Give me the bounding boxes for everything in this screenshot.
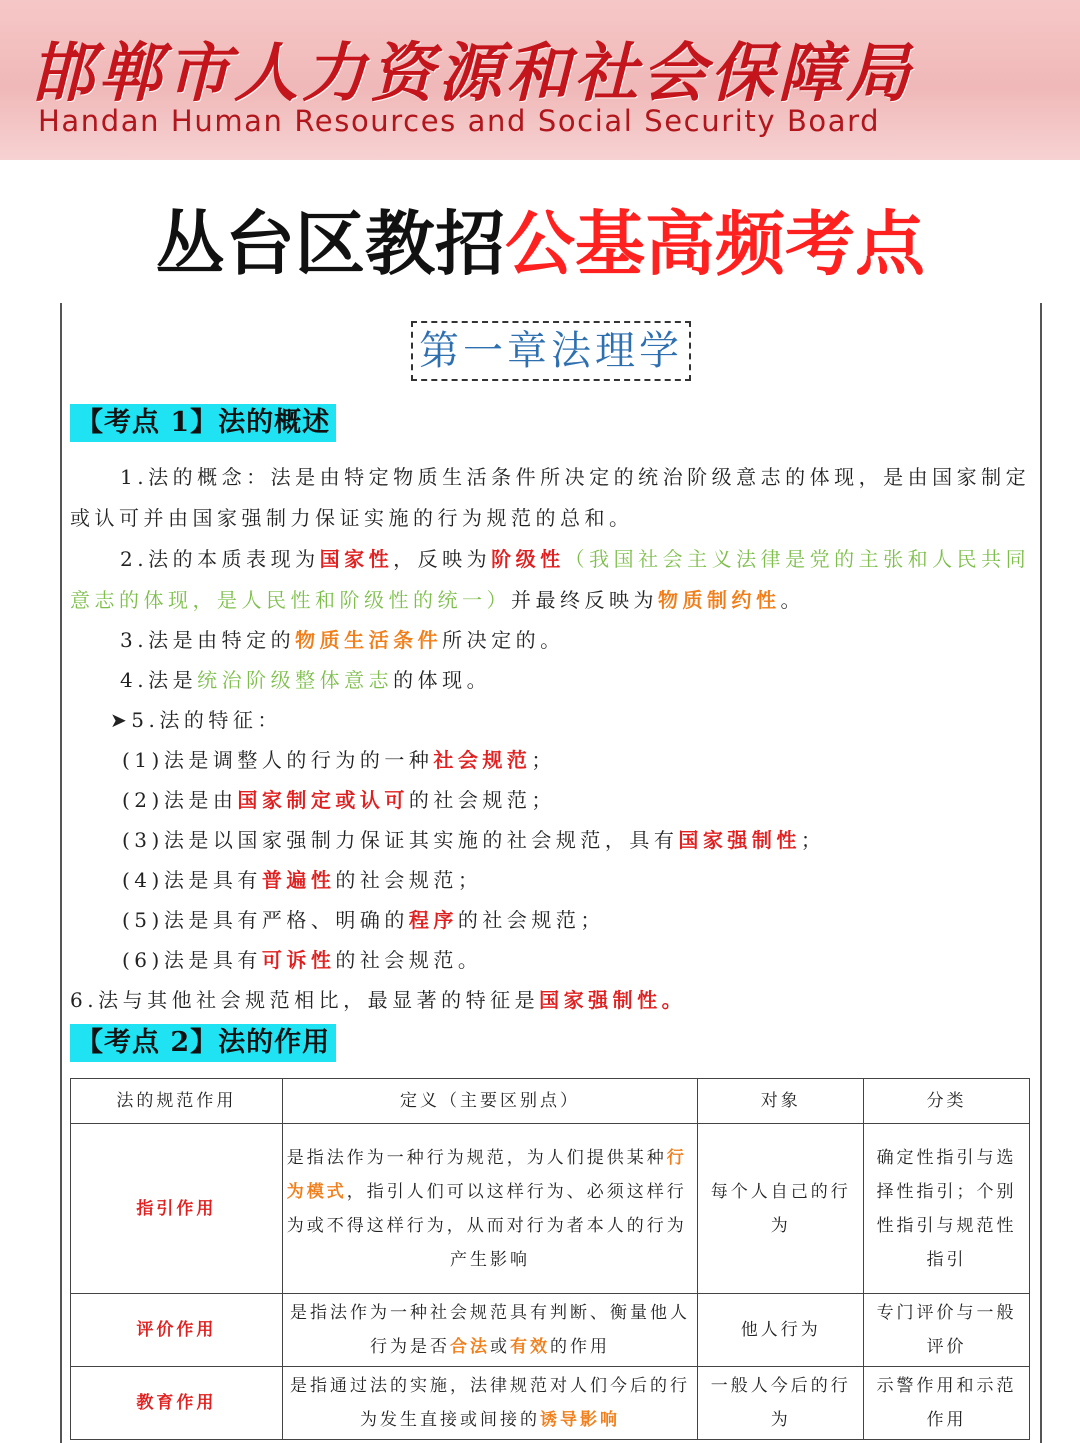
text: 是指法作为一种社会规范具有判断、衡量他人行为是否 (290, 1303, 691, 1357)
text: 2.法的本质表现为 (120, 547, 320, 571)
text: ，反映为 (393, 547, 492, 571)
highlight-red: 国家强制性。 (539, 988, 687, 1012)
highlight-red: 国家制定或认可 (237, 788, 409, 812)
chapter-title: 第一章法理学 (411, 321, 691, 381)
page-title (0, 188, 1080, 289)
text: 的体现。 (393, 668, 492, 692)
text: 的社会规范； (457, 908, 605, 932)
text: 的作用 (550, 1337, 611, 1357)
text: 的社会规范； (408, 788, 556, 812)
function-definition (282, 1294, 698, 1367)
text: (1)法是调整人的行为的一种 (122, 748, 434, 772)
document-page (60, 303, 1042, 1443)
highlight-red: 程序 (408, 908, 458, 932)
function-name: 教育作用 (71, 1367, 283, 1440)
table-header-cell: 定义（主要区别点） (282, 1079, 698, 1124)
function-object: 他人行为 (698, 1294, 864, 1367)
kp1-line-7: ➤5.法的特征： (110, 708, 282, 732)
kp1-line-3 (120, 543, 1030, 572)
feature-4 (122, 864, 482, 893)
highlight-orange: 有效 (510, 1337, 551, 1357)
text: (3)法是以国家强制力保证其实施的社会规范，具有 (122, 828, 679, 852)
function-definition (282, 1124, 698, 1294)
table-header-cell: 法的规范作用 (71, 1079, 283, 1124)
highlight-orange: 物质制约性 (658, 588, 781, 612)
highlight-green: （我国社会主义法律是党的主张和人民共同 (564, 547, 1031, 571)
text: (2)法是由 (122, 788, 238, 812)
text: (5)法是具有严格、明确的 (122, 908, 409, 932)
feature-1 (122, 744, 556, 773)
function-category: 示警作用和示范作用 (864, 1367, 1030, 1440)
kp1-line-6 (120, 664, 491, 693)
text: 。 (780, 588, 805, 612)
text: ，指引人们可以这样行为、必须这样行为或不得这样行为，从而对行为者本人的行为 (286, 1181, 687, 1236)
highlight-red: 阶级性 (491, 547, 565, 571)
function-name: 指引作用 (71, 1124, 283, 1294)
title-part-1: 丛台区教招 (155, 203, 505, 285)
function-object: 每个人自己的行为 (698, 1124, 864, 1294)
text: 6.法与其他社会规范相比，最显著的特征是 (70, 988, 540, 1012)
highlight-green: 意志的体现，是人民性和阶级性的统一） (70, 588, 511, 612)
highlight-red: 可诉性 (261, 948, 336, 972)
kp1-line-2: 或认可并由国家强制力保证实施的行为规范的总和。 (70, 506, 634, 530)
org-name-en: Handan Human Resources and Social Security Board (38, 104, 881, 138)
highlight-orange: 诱导影响 (540, 1410, 621, 1430)
org-name-cn: 邯郸市人力资源和社会保障局 (30, 36, 914, 111)
kp1-line-4 (70, 584, 805, 613)
law-functions-table (70, 1078, 1030, 1440)
kp1-line-5 (120, 624, 565, 653)
text: 并最终反映为 (511, 588, 658, 612)
highlight-green: 统治阶级整体意志 (197, 668, 394, 692)
table-row (71, 1294, 1030, 1367)
text: ； (800, 828, 826, 852)
kp1-heading: 【考点 1】法的概述 (70, 404, 336, 442)
table-header-cell: 分类 (864, 1079, 1030, 1124)
text: 4.法是 (120, 668, 198, 692)
table-row (71, 1367, 1030, 1440)
function-category: 确定性指引与选择性指引；个别性指引与规范性指引 (864, 1124, 1030, 1294)
function-definition (282, 1367, 698, 1440)
text: 是指法作为一种行为规范，为人们提供某种 (286, 1147, 667, 1168)
kp1-line-1: 1.法的概念：法是由特定物质生活条件所决定的统治阶级意志的体现，是由国家制定 (120, 465, 1031, 489)
header-banner (0, 0, 1080, 160)
kp2-heading: 【考点 2】法的作用 (70, 1024, 336, 1062)
text: 3.法是由特定的 (120, 628, 296, 652)
text: ； (531, 748, 556, 772)
kp1-line-8 (70, 984, 686, 1013)
text: 或 (490, 1337, 511, 1357)
function-category: 专门评价与一般评价 (864, 1294, 1030, 1367)
text: 的社会规范； (335, 868, 483, 892)
feature-5 (122, 904, 605, 933)
highlight-red: 国家性 (319, 547, 394, 571)
highlight-red: 国家强制性 (678, 828, 801, 852)
text: 的社会规范。 (335, 948, 483, 972)
highlight-red: 社会规范 (433, 748, 532, 772)
text: 产生影响 (450, 1249, 531, 1270)
table-row (71, 1124, 1030, 1294)
table-header-cell: 对象 (698, 1079, 864, 1124)
text: (4)法是具有 (122, 868, 262, 892)
function-name: 评价作用 (71, 1294, 283, 1367)
feature-6 (122, 944, 482, 973)
text: (6)法是具有 (122, 948, 262, 972)
table-header-row (71, 1079, 1030, 1124)
highlight-orange: 行为模式 (286, 1147, 687, 1202)
feature-2 (122, 784, 556, 813)
highlight-orange: 合法 (450, 1337, 491, 1357)
text: 所决定的。 (442, 628, 565, 652)
function-object: 一般人今后的行为 (698, 1367, 864, 1440)
title-part-2: 公基高频考点 (505, 203, 925, 285)
highlight-red: 普遍性 (261, 868, 336, 892)
text: 是指通过法的实施，法律规范对人们今后的行为发生直接或间接的 (290, 1376, 691, 1430)
highlight-orange: 物质生活条件 (295, 628, 443, 652)
feature-3 (122, 824, 825, 853)
